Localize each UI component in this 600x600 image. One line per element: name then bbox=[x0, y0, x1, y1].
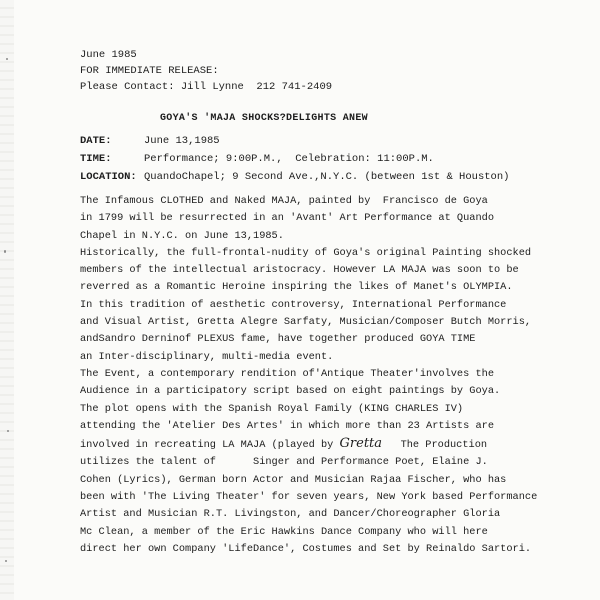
body-line: an Inter-disciplinary, multi-media event. bbox=[80, 350, 334, 363]
body-line: andSandro Derninof PLEXUS fame, have together produced GOYA TIME bbox=[80, 333, 476, 346]
date-label: DATE: bbox=[80, 135, 112, 147]
body-line: reverred as a Romantic Heroine inspiring the likes of Manet's OLYMPIA. bbox=[80, 281, 513, 294]
document-title: GOYA'S 'MAJA SHOCKS?DELIGHTS ANEW bbox=[160, 113, 368, 124]
body-line: attending the 'Atelier Des Artes' in which more than 23 Artists are bbox=[80, 419, 495, 432]
scan-speck bbox=[4, 250, 6, 253]
release-notice: FOR IMMEDIATE RELEASE: bbox=[80, 65, 219, 77]
body-line bbox=[80, 435, 580, 454]
release-header bbox=[80, 47, 560, 95]
body-line: Mc Clean, a member of the Eric Hawkins Dance Company who will here bbox=[80, 525, 488, 538]
release-date: June 1985 bbox=[80, 49, 137, 61]
time-value: Performance; 9:00P.M., Celebration: 11:00P.M. bbox=[144, 153, 434, 165]
body-line-part: involved in recreating LA MAJA (played by bbox=[80, 439, 340, 452]
release-body bbox=[80, 193, 580, 558]
time-label: TIME: bbox=[80, 153, 112, 165]
event-date-row bbox=[80, 132, 580, 150]
body-line: The Infamous CLOTHED and Naked MAJA, painted by Francisco de Goya bbox=[80, 195, 488, 207]
event-details bbox=[80, 132, 580, 186]
body-line: been with 'The Living Theater' for seven years, New York based Performance bbox=[80, 491, 538, 504]
location-value: QuandoChapel; 9 Second Ave.,N.Y.C. (between 1st & Houston) bbox=[144, 171, 510, 183]
body-line: Historically, the full-frontal-nudity of Goya's original Painting shocked bbox=[80, 246, 532, 259]
body-line: Cohen (Lyrics), German born Actor and Musician Rajaa Fischer, who has bbox=[80, 473, 507, 486]
body-line: Chapel in N.Y.C. on June 13,1985. bbox=[80, 229, 284, 242]
scan-speck bbox=[7, 430, 9, 432]
location-label: LOCATION: bbox=[80, 171, 137, 183]
body-line: members of the intellectual aristocracy. However LA MAJA was soon to be bbox=[80, 264, 519, 277]
body-line: The Event, a contemporary rendition of'Antique Theater'involves the bbox=[80, 367, 495, 380]
scan-speck bbox=[5, 560, 7, 562]
date-value: June 13,1985 bbox=[144, 135, 220, 147]
scanned-page-edge bbox=[0, 0, 14, 600]
body-line: The plot opens with the Spanish Royal Family (KING CHARLES IV) bbox=[80, 402, 464, 415]
handwritten-signature: Gretta bbox=[339, 436, 383, 452]
scan-speck bbox=[6, 58, 8, 60]
body-line: Audience in a participatory script based on eight paintings by Goya. bbox=[80, 385, 501, 398]
body-line: direct her own Company 'LifeDance', Costumes and Set by Reinaldo Sartori. bbox=[80, 542, 532, 555]
body-line-part: The Production bbox=[382, 439, 488, 452]
body-line: and Visual Artist, Gretta Alegre Sarfaty, Musician/Composer Butch Morris, bbox=[80, 316, 532, 329]
body-line: In this tradition of aesthetic controversy, International Performance bbox=[80, 298, 507, 311]
event-time-row bbox=[80, 150, 580, 168]
body-line: Artist and Musician R.T. Livingston, and Dancer/Choreographer Gloria bbox=[80, 508, 501, 521]
contact-line: Please Contact: Jill Lynne 212 741-2409 bbox=[80, 81, 333, 93]
event-location-row bbox=[80, 168, 580, 186]
body-line: utilizes the talent of Singer and Performance Poet, Elaine J. bbox=[80, 456, 488, 469]
body-line: in 1799 will be resurrected in an 'Avant' Art Performance at Quando bbox=[80, 212, 495, 225]
